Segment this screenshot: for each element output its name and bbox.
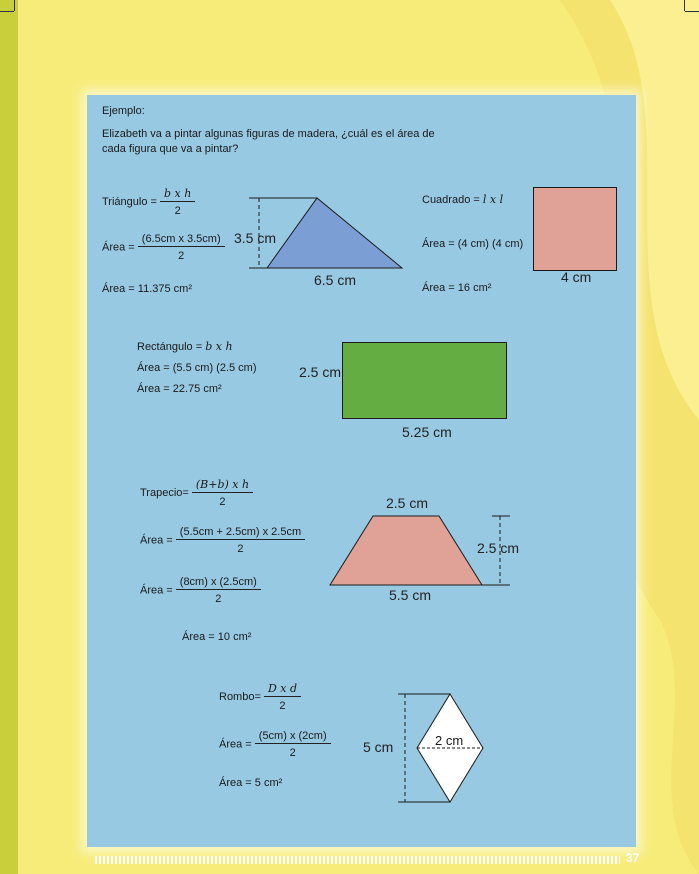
trapezoid-bottom-label: 5.5 cm	[389, 587, 432, 603]
triangle-area-numerator: (6.5cm x 3.5cm)	[138, 233, 225, 247]
rectangle-area-calc: Área = (5.5 cm) (2.5 cm)	[137, 362, 257, 374]
rhombus-title: Rombo=	[219, 690, 261, 703]
crop-mark	[0, 11, 14, 12]
trapezoid-area-calc-1	[140, 526, 305, 555]
crop-mark	[14, 0, 15, 11]
crop-mark	[685, 11, 699, 12]
rhombus-major-diagonal-label: 5 cm	[363, 739, 394, 755]
rhombus-area-denominator: 2	[289, 747, 296, 759]
rhombus-formula-denominator: 2	[279, 700, 286, 712]
trapezoid-shape	[330, 516, 482, 585]
rectangle-base-label: 5.25 cm	[402, 424, 452, 440]
square-shape	[533, 187, 617, 271]
footer-stripe	[95, 856, 620, 864]
trapezoid-title: Trapecio=	[140, 486, 189, 499]
rhombus-area-label: Área =	[219, 738, 252, 751]
trapezoid-area-fraction-1	[176, 526, 305, 555]
trapezoid-top-label: 2.5 cm	[386, 495, 429, 511]
example-card	[87, 95, 636, 847]
rhombus-formula	[219, 682, 301, 712]
triangle-formula-numerator: b x h	[160, 187, 195, 202]
triangle-area-fraction	[138, 233, 225, 262]
trapezoid-area-calc-2	[140, 576, 261, 605]
trapezoid-area-numerator-2: (8cm) x (2.5cm)	[176, 576, 261, 590]
rectangle-shape	[342, 342, 507, 419]
rhombus-result: Área = 5 cm²	[219, 777, 283, 789]
triangle-area-calc	[102, 233, 225, 262]
rectangle-formula	[137, 340, 233, 353]
triangle-formula	[102, 187, 195, 217]
trapezoid-area-fraction-2	[176, 576, 261, 605]
triangle-result: Área = 11.375 cm²	[102, 283, 192, 295]
example-label: Ejemplo:	[102, 105, 145, 117]
rectangle-formula-expr: b x h	[205, 340, 233, 353]
triangle-formula-denominator: 2	[174, 205, 181, 217]
rhombus-formula-numerator: D x d	[264, 682, 301, 697]
trapezoid-area-denominator-1: 2	[237, 543, 244, 555]
intro-text: Elizabeth va a pintar algunas figuras de madera, ¿cuál es el área de cada figura que va a pintar?	[102, 128, 435, 155]
triangle-shape	[267, 198, 402, 268]
trapezoid-area-numerator-1: (5.5cm + 2.5cm) x 2.5cm	[176, 526, 305, 540]
trapezoid-area-label-2: Área =	[140, 584, 173, 597]
page-number: 37	[626, 851, 640, 865]
rhombus-area-calc	[219, 730, 331, 759]
triangle-formula-fraction	[160, 187, 195, 217]
square-area-calc: Área = (4 cm) (4 cm)	[422, 238, 524, 250]
rectangle-title: Rectángulo =	[137, 341, 203, 353]
rhombus-area-numerator: (5cm) x (2cm)	[255, 730, 331, 744]
crop-mark	[684, 0, 685, 11]
trapezoid-area-denominator-2: 2	[215, 593, 222, 605]
trapezoid-formula-denominator: 2	[219, 496, 226, 508]
trapezoid-formula-numerator: (B+b) x h	[192, 478, 253, 493]
trapezoid-result: Área = 10 cm²	[182, 631, 252, 643]
square-formula-expr: l x l	[482, 193, 504, 206]
triangle-base-label: 6.5 cm	[314, 272, 357, 288]
rectangle-result: Área = 22.75 cm²	[137, 383, 222, 395]
triangle-height-label: 3.5 cm	[234, 230, 277, 246]
square-result: Área = 16 cm²	[422, 282, 492, 294]
rhombus-figure	[395, 691, 495, 806]
rectangle-height-label: 2.5 cm	[299, 364, 342, 380]
rhombus-area-fraction	[255, 730, 331, 759]
square-formula	[422, 193, 503, 206]
triangle-title: Triángulo =	[102, 195, 157, 208]
square-side-label: 4 cm	[561, 269, 592, 285]
trapezoid-area-label-1: Área =	[140, 534, 173, 547]
square-title: Cuadrado =	[422, 194, 480, 206]
rhombus-minor-diagonal-label: 2 cm	[435, 733, 464, 748]
trapezoid-formula-fraction	[192, 478, 253, 508]
rhombus-formula-fraction	[264, 682, 301, 712]
trapezoid-height-label: 2.5 cm	[477, 540, 520, 556]
triangle-area-label: Área =	[102, 241, 135, 254]
trapezoid-formula	[140, 478, 253, 508]
triangle-area-denominator: 2	[178, 250, 185, 262]
